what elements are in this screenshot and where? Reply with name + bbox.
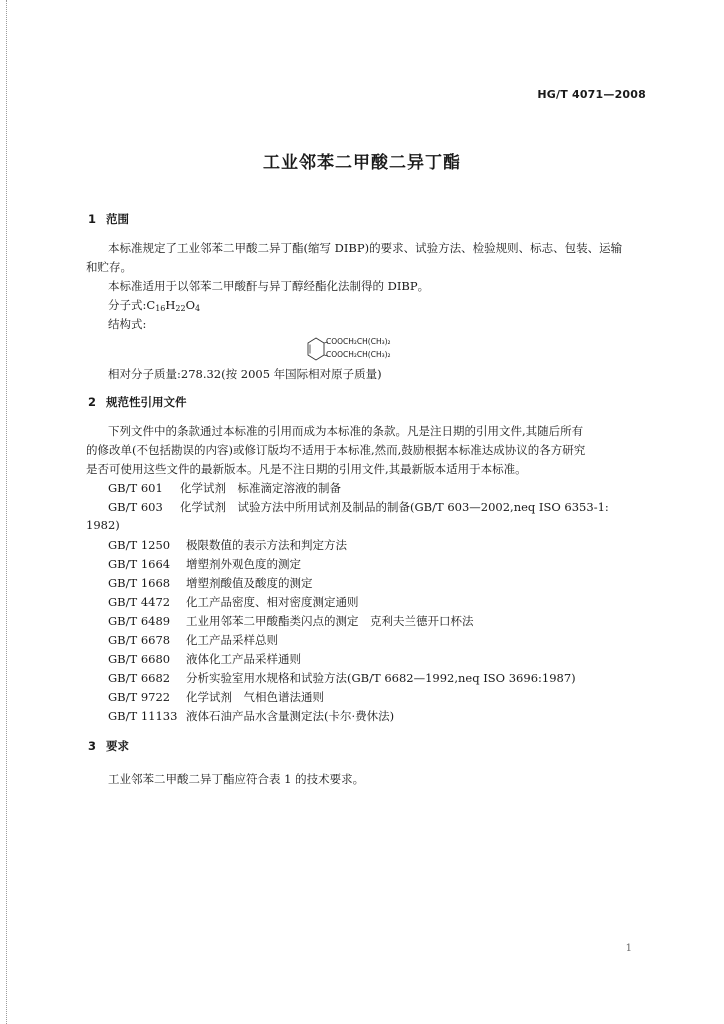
reference-code: GB/T 4472 [108, 595, 171, 609]
structure-upper-group: COOCH₂CH(CH₃)₂ [326, 337, 391, 346]
reference-title: 化学试剂 试验方法中所用试剂及制品的制备(GB/T 603—2002,neq ISO 6353-1: [180, 500, 609, 514]
formula-label: 分子式: [108, 298, 147, 312]
section-2-number: 2 [88, 395, 97, 409]
formula-h-sub: 22 [175, 304, 186, 313]
molecular-formula [108, 297, 200, 313]
reference-code: GB/T 6682 [108, 671, 171, 685]
reference-title: 工业用邻苯二甲酸酯类闪点的测定 克利夫兰德开口杯法 [186, 614, 474, 628]
list-item [108, 651, 301, 667]
applicability-paragraph: 本标准适用于以邻苯二甲酸酐与异丁醇经酯化法制得的 DIBP。 [108, 279, 430, 293]
reference-code: GB/T 603 [108, 500, 163, 514]
scope-paragraph-line-1: 本标准规定了工业邻苯二甲酸二异丁酯(缩写 DIBP)的要求、试验方法、检验规则、标志、包装、运输 [108, 241, 623, 255]
section-2-heading [88, 394, 187, 410]
list-item [86, 518, 120, 532]
reference-code: GB/T 6489 [108, 614, 171, 628]
standard-code: HG/T 4071—2008 [537, 88, 646, 101]
reference-title: 液体石油产品水含量测定法(卡尔·费休法) [186, 709, 395, 723]
list-item [108, 499, 609, 515]
scope-paragraph-line-2: 和贮存。 [86, 260, 132, 274]
formula-h: H [165, 298, 176, 312]
reference-code: GB/T 11133 [108, 709, 178, 723]
section-3-heading [88, 738, 129, 754]
list-item [108, 632, 278, 648]
reference-title: 1982) [86, 518, 120, 532]
reference-title: 化工产品密度、相对密度测定通则 [186, 595, 359, 609]
section-3-title: 要求 [106, 739, 129, 753]
section-2-title: 规范性引用文件 [106, 395, 187, 409]
structure-label: 结构式: [108, 317, 147, 331]
reference-code: GB/T 1250 [108, 538, 171, 552]
list-item [108, 708, 394, 724]
document-title: 工业邻苯二甲酸二异丁酯 [263, 153, 461, 173]
list-item [108, 537, 347, 553]
reference-title: 化学试剂 气相色谱法通则 [186, 690, 324, 704]
references-intro-line-1: 下列文件中的条款通过本标准的引用而成为本标准的条款。凡是注日期的引用文件,其随后所有 [108, 424, 584, 438]
reference-code: GB/T 1668 [108, 576, 171, 590]
reference-code: GB/T 9722 [108, 690, 171, 704]
list-item [108, 689, 324, 705]
molar-mass: 相对分子质量:278.32(按 2005 年国际相对原子质量) [108, 367, 382, 381]
page-number: 1 [625, 943, 632, 954]
list-item [108, 670, 576, 686]
formula-o: O [185, 298, 196, 312]
section-3-number: 3 [88, 739, 97, 753]
reference-title: 分析实验室用水规格和试验方法(GB/T 6682—1992,neq ISO 3696:1987) [186, 671, 576, 685]
list-item [108, 594, 359, 610]
references-intro-line-3: 是否可使用这些文件的最新版本。凡是不注日期的引用文件,其最新版本适用于本标准。 [86, 462, 527, 476]
list-item [108, 556, 301, 572]
reference-title: 增塑剂酸值及酸度的测定 [186, 576, 313, 590]
list-item [108, 575, 313, 591]
reference-title: 极限数值的表示方法和判定方法 [186, 538, 347, 552]
requirements-paragraph: 工业邻苯二甲酸二异丁酯应符合表 1 的技术要求。 [108, 772, 365, 786]
reference-code: GB/T 6678 [108, 633, 171, 647]
reference-code: GB/T 601 [108, 481, 163, 495]
reference-title: 增塑剂外观色度的测定 [186, 557, 301, 571]
reference-code: GB/T 6680 [108, 652, 171, 666]
reference-title: 化工产品采样总则 [186, 633, 278, 647]
reference-title: 化学试剂 标准滴定溶液的制备 [180, 481, 341, 495]
reference-title: 液体化工产品采样通则 [186, 652, 301, 666]
structural-formula [306, 336, 436, 364]
formula-c: C [146, 298, 156, 312]
list-item [108, 613, 474, 629]
references-intro-line-2: 的修改单(不包括勘误的内容)或修订版均不适用于本标准,然而,鼓励根据本标准达成协议的各方研究 [86, 443, 586, 457]
structure-lower-group: COOCH₂CH(CH₃)₂ [326, 350, 391, 359]
reference-code: GB/T 1664 [108, 557, 171, 571]
section-1-title: 范围 [106, 212, 129, 226]
section-1-heading [88, 211, 129, 227]
section-1-number: 1 [88, 212, 97, 226]
formula-o-sub: 4 [195, 304, 201, 313]
list-item [108, 480, 341, 496]
formula-c-sub: 16 [155, 304, 166, 313]
